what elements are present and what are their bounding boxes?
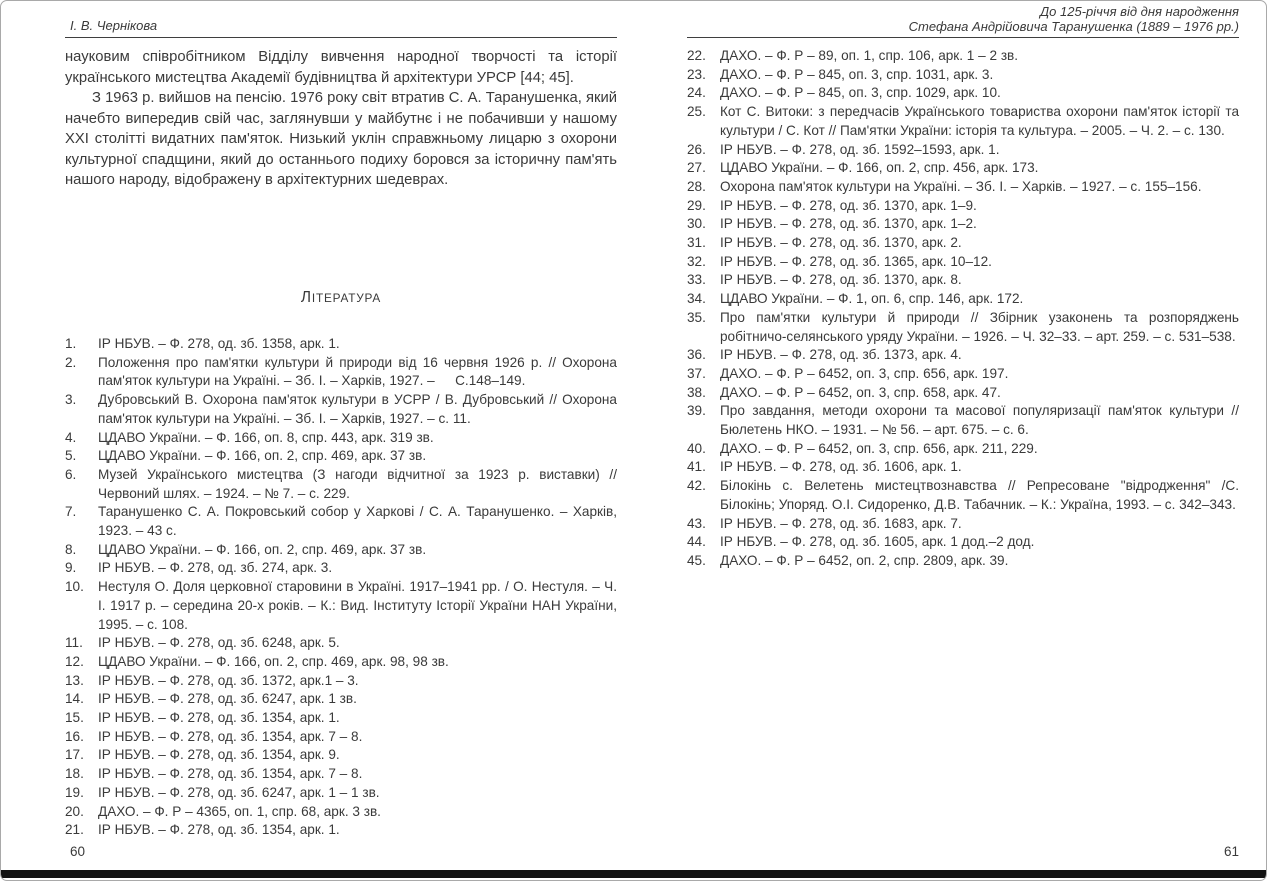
reference-item (687, 440, 1239, 459)
page-number-right: 61 (1223, 844, 1239, 859)
reference-text: ІР НБУВ. – Ф. 278, од. зб. 1358, арк. 1. (98, 336, 340, 351)
reference-item (65, 634, 617, 653)
reference-text: ІР НБУВ. – Ф. 278, од. зб. 274, арк. 3. (98, 560, 333, 576)
reference-number: 4. (65, 429, 77, 445)
reference-number: 33. (687, 272, 706, 288)
reference-list-right (687, 47, 1239, 571)
reference-number: 17. (65, 747, 84, 763)
reference-number: 22. (687, 48, 706, 63)
reference-number: 2. (65, 354, 77, 370)
reference-text: ІР НБУВ. – Ф. 278, од. зб. 1370, арк. 2. (720, 235, 962, 251)
reference-number: 30. (687, 216, 706, 232)
reference-text: ІР НБУВ. – Ф. 278, од. зб. 6248, арк. 5. (98, 635, 340, 651)
reference-item (687, 365, 1239, 384)
reference-number: 38. (687, 384, 706, 400)
reference-item (65, 690, 617, 709)
reference-number: 13. (65, 672, 84, 688)
reference-number: 20. (65, 803, 84, 819)
reference-number: 41. (687, 459, 706, 475)
reference-text: Кот С. Витоки: з передчасів Українського товариства охорони пам'яток історії та культури / С. Кот // Пам'ятки України: історія та культура. – 2005. – Ч. 2. – с. 130. (720, 104, 1239, 138)
reference-number: 14. (65, 691, 84, 707)
right-running-title-line1: До 125-річчя від дня народження (1040, 4, 1239, 19)
reference-number: 1. (65, 336, 77, 351)
reference-number: 28. (687, 178, 706, 194)
reference-number: 9. (65, 560, 77, 576)
reference-number: 16. (65, 728, 84, 744)
reference-number: 21. (65, 822, 84, 838)
reference-text: ІР НБУВ. – Ф. 278, од. зб. 1373, арк. 4. (720, 347, 962, 363)
reference-item (687, 533, 1239, 552)
right-running-title (909, 4, 1239, 34)
reference-item (687, 215, 1239, 234)
reference-item (687, 477, 1239, 514)
reference-number: 44. (687, 534, 706, 550)
reference-item (65, 466, 617, 503)
reference-text: ЦДАВО України. – Ф. 166, оп. 2, спр. 469, арк. 98, 98 зв. (98, 653, 449, 669)
reference-item (65, 541, 617, 560)
reference-item (65, 354, 617, 391)
reference-text: ДАХО. – Ф. Р – 89, оп. 1, спр. 106, арк. 1 – 2 зв. (720, 48, 1019, 63)
reference-number: 36. (687, 347, 706, 363)
reference-text: Дубровський В. Охорона пам'яток культури в УСРР / В. Дубровський // Охорона пам'яток культури на Україні. – Зб. І. – Харків, 1927. – с. 11. (98, 392, 617, 426)
reference-item (687, 309, 1239, 346)
body-paragraph-2: З 1963 р. вийшов на пенсію. 1976 року світ втратив С. А. Таранушенка, який начебто випередив свій час, заглянувши у майбутнє і не побачивши у нашому XXI столітті видатних пам'яток. Низький уклін справжньому лицарю з охорони культурної спадщини, який до останнього подиху боровся за історичну пам'ять нашого народу, відображену в архітектурних шедеврах. (65, 90, 617, 188)
reference-text: ІР НБУВ. – Ф. 278, од. зб. 1683, арк. 7. (720, 515, 962, 531)
body-text (65, 47, 617, 191)
reference-number: 37. (687, 365, 706, 381)
reference-text: Білокінь с. Велетень мистецтвознавства // Репресоване "відродження" /С. Білокінь; Упоряд. О.І. Сидоренко, Д.В. Табачник. – К.: Україна, 1993. – с. 342–343. (720, 478, 1239, 512)
reference-text: ІР НБУВ. – Ф. 278, од. зб. 1354, арк. 1. (98, 822, 340, 838)
reference-item (65, 447, 617, 466)
reference-number: 10. (65, 579, 84, 595)
reference-number: 19. (65, 784, 84, 800)
reference-text: ЦДАВО України. – Ф. 166, оп. 2, спр. 469, арк. 37 зв. (98, 448, 427, 464)
reference-item (65, 429, 617, 448)
right-running-title-line2: Стефана Андрійовича Таранушенка (1889 – 1976 рр.) (908, 19, 1239, 34)
reference-number: 31. (687, 235, 706, 251)
reference-item (687, 346, 1239, 365)
reference-text: ДАХО. – Ф. Р – 4365, оп. 1, спр. 68, арк. 3 зв. (98, 803, 381, 819)
reference-number: 40. (687, 440, 706, 456)
reference-number: 34. (687, 291, 706, 307)
reference-text: ІР НБУВ. – Ф. 278, од. зб. 1605, арк. 1 дод.–2 дод. (720, 534, 1035, 550)
reference-item (687, 197, 1239, 216)
bottom-black-bar (1, 870, 1266, 878)
reference-item (687, 290, 1239, 309)
reference-item (65, 503, 617, 540)
reference-item (687, 84, 1239, 103)
reference-item (687, 66, 1239, 85)
reference-item (687, 141, 1239, 160)
reference-text: ДАХО. – Ф. Р – 6452, оп. 3, спр. 658, арк. 47. (720, 384, 1001, 400)
reference-text: ДАХО. – Ф. Р – 6452, оп. 2, спр. 2809, арк. 39. (720, 552, 1009, 568)
reference-text: Положення про пам'ятки культури й природи від 16 червня 1926 р. // Охорона пам'яток культури на Україні. – Зб. І. – Харків, 1927. – С.148–149. (98, 354, 617, 389)
reference-item (65, 653, 617, 672)
reference-number: 5. (65, 448, 77, 464)
reference-item (65, 709, 617, 728)
reference-item (65, 559, 617, 578)
reference-text: Музей Українського мистецтва (З нагоди відчитної за 1923 р. виставки) // Червоний шлях. – 1924. – № 7. – с. 229. (98, 466, 617, 501)
reference-number: 24. (687, 85, 706, 101)
reference-number: 23. (687, 66, 706, 82)
reference-text: ІР НБУВ. – Ф. 278, од. зб. 1354, арк. 1. (98, 710, 340, 726)
reference-number: 45. (687, 552, 706, 568)
reference-item (687, 458, 1239, 477)
reference-number: 12. (65, 653, 84, 669)
reference-text: ІР НБУВ. – Ф. 278, од. зб. 6247, арк. 1 зв. (98, 691, 357, 707)
reference-text: Охорона пам'яток культури на Україні. – Зб. І. – Харків. – 1927. – с. 155–156. (720, 178, 1202, 194)
right-page-header (687, 1, 1239, 38)
reference-item (65, 391, 617, 428)
reference-item (65, 746, 617, 765)
reference-number: 43. (687, 515, 706, 531)
reference-number: 18. (65, 766, 84, 782)
reference-text: Про завдання, методи охорони та масової популяризації пам'яток культури // Бюлетень НКО. – 1931. – № 56. – арт. 675. – с. 6. (720, 403, 1239, 438)
reference-item (687, 253, 1239, 272)
reference-number: 42. (687, 478, 706, 494)
reference-item (65, 765, 617, 784)
reference-text: ЦДАВО України. – Ф. 166, оп. 8, спр. 443, арк. 319 зв. (98, 429, 434, 445)
reference-text: ДАХО. – Ф. Р – 845, оп. 3, спр. 1031, арк. 3. (720, 66, 994, 82)
reference-number: 27. (687, 160, 706, 176)
page-61 (687, 1, 1239, 880)
reference-text: Таранушенко С. А. Покровський собор у Харкові / С. А. Таранушенко. – Харків, 1923. – 43 с. (98, 504, 617, 539)
reference-text: ІР НБУВ. – Ф. 278, од. зб. 1372, арк.1 – 3. (98, 672, 359, 688)
reference-text: ДАХО. – Ф. Р – 6452, оп. 3, спр. 656, арк. 211, 229. (720, 440, 1038, 456)
reference-text: ДАХО. – Ф. Р – 6452, оп. 3, спр. 656, арк. 197. (720, 365, 1009, 381)
reference-text: ІР НБУВ. – Ф. 278, од. зб. 1354, арк. 7 – 8. (98, 728, 363, 744)
reference-text: ІР НБУВ. – Ф. 278, од. зб. 1592–1593, арк. 1. (720, 141, 1000, 157)
reference-number: 29. (687, 197, 706, 213)
reference-item (65, 335, 617, 354)
reference-text: ІР НБУВ. – Ф. 278, од. зб. 1354, арк. 9. (98, 747, 340, 763)
reference-text: ІР НБУВ. – Ф. 278, од. зб. 1370, арк. 1–9. (720, 197, 977, 213)
reference-number: 15. (65, 710, 84, 726)
reference-text: ЦДАВО України. – Ф. 166, оп. 2, спр. 456, арк. 173. (720, 160, 1039, 176)
reference-item (65, 784, 617, 803)
reference-text: ДАХО. – Ф. Р – 845, оп. 3, спр. 1029, арк. 10. (720, 85, 1001, 101)
body-paragraph-1: науковим співробітником Відділу вивчення народної творчості та історії українського мистецтва Академії будівництва й архітектури УРСР [44; 45]. (65, 49, 617, 86)
reference-text: Нестуля О. Доля церковної старовини в Україні. 1917–1941 рр. / О. Нестуля. – Ч. І. 1917 р. – середина 20-х років. – К.: Вид. Інституту Історії України НАН України, 1995. – с. 108. (98, 579, 617, 632)
reference-item (687, 178, 1239, 197)
reference-item (687, 515, 1239, 534)
reference-item (65, 803, 617, 822)
reference-text: ІР НБУВ. – Ф. 278, од. зб. 6247, арк. 1 – 1 зв. (98, 784, 380, 800)
reference-item (687, 552, 1239, 571)
reference-item (687, 271, 1239, 290)
reference-item (687, 402, 1239, 439)
reference-text: ЦДАВО України. – Ф. 1, оп. 6, спр. 146, арк. 172. (720, 291, 1024, 307)
reference-item (65, 578, 617, 634)
reference-text: ІР НБУВ. – Ф. 278, од. зб. 1365, арк. 10–12. (720, 253, 992, 269)
reference-number: 3. (65, 392, 77, 408)
reference-number: 39. (687, 403, 706, 419)
reference-text: ІР НБУВ. – Ф. 278, од. зб. 1370, арк. 1–2. (720, 216, 977, 232)
reference-number: 11. (65, 635, 83, 651)
reference-text: Про пам'ятки культури й природи // Збірник узаконень та розпоряджень робітничо-селянського уряду України. – 1926. – Ч. 32–33. – арт. 259. – с. 531–538. (720, 309, 1239, 344)
page-number-left: 60 (70, 844, 86, 859)
reference-number: 6. (65, 466, 77, 482)
reference-item (687, 47, 1239, 66)
reference-text: ІР НБУВ. – Ф. 278, од. зб. 1370, арк. 8. (720, 272, 962, 288)
reference-item (687, 234, 1239, 253)
reference-number: 8. (65, 541, 77, 557)
reference-list-left (65, 335, 617, 840)
reference-item (65, 821, 617, 840)
reference-text: ІР НБУВ. – Ф. 278, од. зб. 1606, арк. 1. (720, 459, 962, 475)
reference-number: 32. (687, 253, 706, 269)
reference-number: 35. (687, 309, 706, 325)
reference-item (687, 103, 1239, 140)
page-60 (65, 1, 617, 880)
reference-item (65, 672, 617, 691)
literature-heading: ЛІТЕРАТУРА (300, 289, 382, 306)
reference-item (687, 384, 1239, 403)
reference-number: 25. (687, 104, 706, 120)
reference-text: ЦДАВО України. – Ф. 166, оп. 2, спр. 469, арк. 37 зв. (98, 541, 427, 557)
left-page-header (65, 1, 617, 38)
reference-item (687, 159, 1239, 178)
reference-item (65, 728, 617, 747)
left-running-title: І. В. Чернікова (70, 18, 158, 33)
reference-number: 26. (687, 141, 706, 157)
reference-text: ІР НБУВ. – Ф. 278, од. зб. 1354, арк. 7 – 8. (98, 766, 363, 782)
reference-number: 7. (65, 504, 77, 520)
